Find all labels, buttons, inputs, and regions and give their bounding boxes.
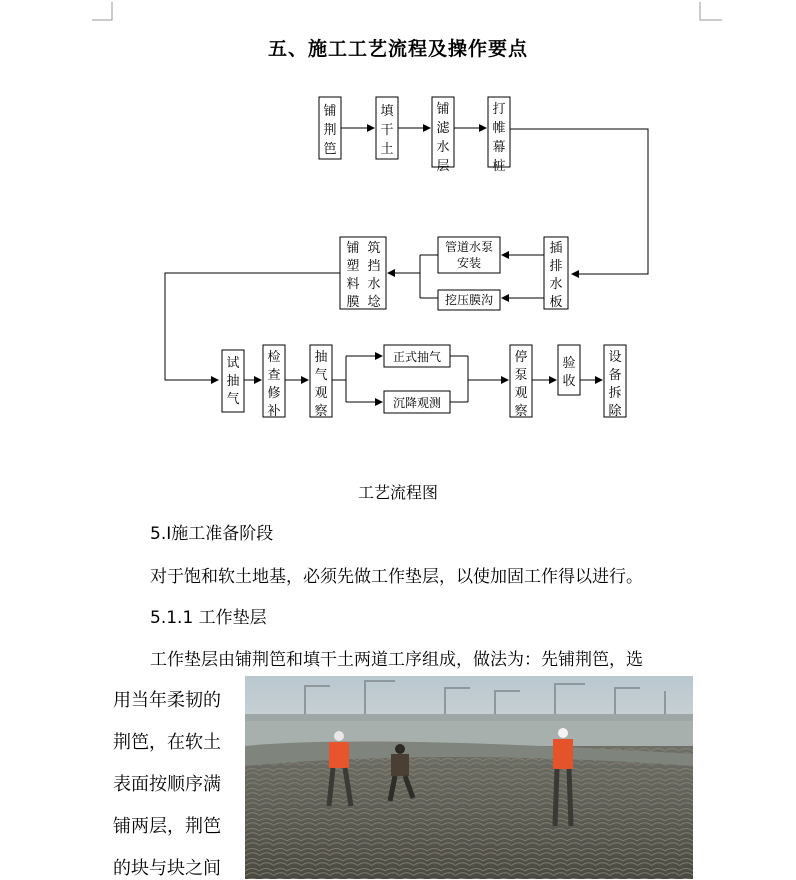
label-curtain-pile-char-1: 帷	[492, 121, 506, 136]
label-formal-vacuum: 正式抽气	[392, 350, 442, 364]
label-remove-char-1: 备	[608, 368, 622, 383]
label-pump-2: 安装	[456, 256, 482, 270]
paragraph-2: 工作垫层由铺荆笆和填干土两道工序组成，做法为：先铺荆笆，选	[150, 650, 643, 670]
side-line-5: 的块与块之间	[113, 858, 221, 879]
label-fill-soil-char-2: 土	[380, 142, 394, 157]
label-trial-vacuum-char-1: 抽	[226, 374, 240, 389]
label-filter-layer-char-3: 层	[436, 159, 450, 174]
label-stop-pump-char-2: 观	[514, 386, 528, 401]
label-remove-char-0: 设	[608, 350, 622, 365]
label-pump-1: 管道水泵	[444, 240, 494, 254]
label-curtain-pile-char-0: 打	[492, 102, 506, 117]
label-inspect-char-3: 补	[267, 404, 281, 419]
label-curtain-pile-char-2: 幕	[492, 140, 506, 155]
label-lay-brush-mat-char-0: 铺	[323, 104, 337, 119]
label-film-char-0: 铺	[346, 241, 360, 256]
side-line-1: 用当年柔韧的	[113, 690, 221, 711]
label-trial-vacuum-char-0: 试	[226, 356, 240, 371]
label-drain-board-char-3: 板	[549, 295, 563, 310]
label-observe-char-0: 抽	[314, 350, 328, 365]
label-trial-vacuum-char-2: 气	[226, 392, 240, 407]
label-stop-pump-char-0: 停	[514, 350, 528, 365]
label-lay-brush-mat-char-2: 笆	[323, 142, 337, 157]
paragraph-1: 对于饱和软土地基，必须先做工作垫层，以使加固工作得以进行。	[150, 567, 643, 587]
label-filter-layer-char-0: 铺	[436, 102, 450, 117]
label-dam-char-3: 埝	[367, 295, 381, 310]
label-dam-char-2: 水	[367, 277, 381, 292]
label-inspect-char-2: 修	[267, 386, 281, 401]
label-trench: 挖压膜沟	[444, 293, 494, 307]
label-observe-char-3: 察	[314, 404, 328, 419]
label-curtain-pile-char-3: 桩	[492, 159, 506, 174]
heading-5-1-1: 5.1.1 工作垫层	[150, 608, 267, 628]
label-fill-soil-char-0: 填	[380, 104, 394, 119]
label-fill-soil-char-1: 干	[380, 123, 394, 138]
label-inspect-char-0: 检	[267, 350, 281, 365]
label-stop-pump-char-1: 泵	[514, 368, 528, 383]
label-observe-char-2: 观	[314, 386, 328, 401]
label-remove-char-3: 除	[608, 404, 622, 419]
label-stop-pump-char-3: 察	[514, 404, 528, 419]
label-remove-char-2: 拆	[608, 386, 622, 401]
label-observe-char-1: 气	[314, 368, 328, 383]
section-title: 五、施工工艺流程及操作要点	[267, 38, 528, 60]
label-film-char-2: 料	[346, 277, 360, 292]
site-photo	[245, 676, 693, 879]
side-line-2: 荆笆，在软土	[113, 732, 221, 753]
label-drain-board-char-1: 排	[549, 259, 563, 274]
label-filter-layer-char-2: 水	[436, 140, 450, 155]
heading-5-1: 5.Ⅰ施工准备阶段	[150, 524, 274, 544]
label-drain-board-char-2: 水	[549, 277, 563, 292]
label-acceptance-char-0: 验	[562, 356, 576, 371]
label-film-char-1: 塑	[346, 259, 360, 274]
figure-caption: 工艺流程图	[357, 483, 438, 502]
label-settlement: 沉降观测	[392, 396, 442, 410]
side-line-4: 铺两层，荆笆	[113, 816, 221, 837]
label-dam-char-1: 挡	[367, 259, 381, 274]
side-line-3: 表面按顺序满	[113, 774, 221, 795]
label-drain-board-char-0: 插	[549, 241, 563, 256]
label-film-char-3: 膜	[346, 295, 360, 310]
label-filter-layer-char-1: 滤	[436, 121, 450, 136]
label-dam-char-0: 筑	[367, 241, 381, 256]
label-lay-brush-mat-char-1: 荆	[323, 123, 337, 138]
label-acceptance-char-1: 收	[562, 374, 576, 389]
label-inspect-char-1: 查	[267, 368, 281, 383]
